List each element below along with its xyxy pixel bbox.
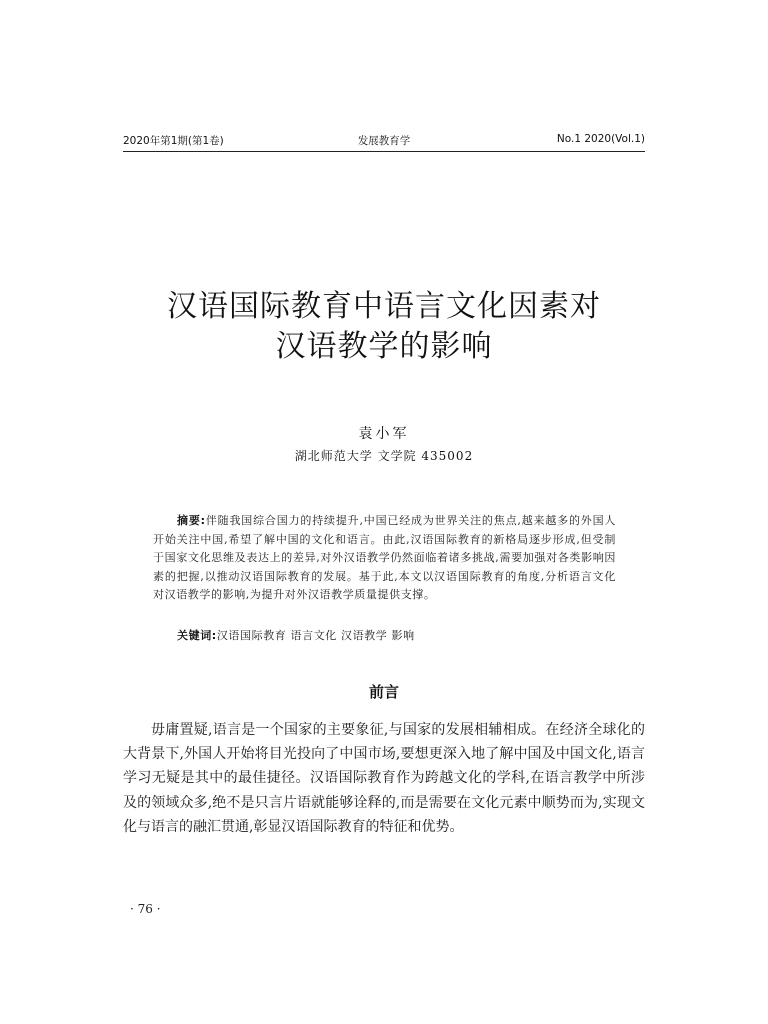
section-heading: 前言 <box>368 683 399 701</box>
abstract-label: 摘要: <box>177 514 206 527</box>
running-header <box>123 133 645 151</box>
keywords-label: 关键词: <box>177 629 217 642</box>
keywords-text: 汉语国际教育 语言文化 汉语教学 影响 <box>216 629 415 642</box>
keywords-block <box>177 627 617 643</box>
header-issue: 2020年第1期(第1卷) <box>123 135 224 147</box>
title-line-1: 汉语国际教育中语言文化因素对 <box>167 289 601 324</box>
author-affiliation: 湖北师范大学 文学院 435002 <box>294 449 474 463</box>
header-journal-name: 发展教育学 <box>357 135 411 147</box>
header-divider <box>123 151 645 152</box>
author-name: 袁小军 <box>358 426 410 442</box>
body-paragraph: 毋庸置疑,语言是一个国家的主要象征,与国家的发展相辅相成。在经济全球化的大背景下,外国人开始将目光投向了中国市场,要想更深入地了解中国及中国文化,语言学习无疑是其中的最佳捷径。汉语国际教育作为跨越文化的学科,在语言教学中所涉及的领域众多,绝不是只言片语就能够诠释的,而是需要在文化元素中顺势而为,实现文化与语言的融汇贯通,彰显汉语国际教育的特征和优势。 <box>123 722 645 835</box>
abstract-block <box>153 512 616 605</box>
title-line-2: 汉语教学的影响 <box>275 329 493 364</box>
paper-title <box>100 287 668 367</box>
page-number: · 76 · <box>130 902 161 916</box>
header-volume: No.1 2020(Vol.1) <box>556 133 645 145</box>
abstract-text: 伴随我国综合国力的持续提升,中国已经成为世界关注的焦点,越来越多的外国人开始关注中国,希望了解中国的文化和语言。由此,汉语国际教育的新格局逐步形成,但受制于国家文化思维及表达上的差异,对外汉语教学仍然面临着诸多挑战,需要加强对各类影响因素的把握,以推动汉语国际教育的发展。基于此,本文以汉语国际教育的角度,分析语言文化对汉语教学的影响,为提升对外汉语教学质量提供支撑。 <box>153 514 617 602</box>
